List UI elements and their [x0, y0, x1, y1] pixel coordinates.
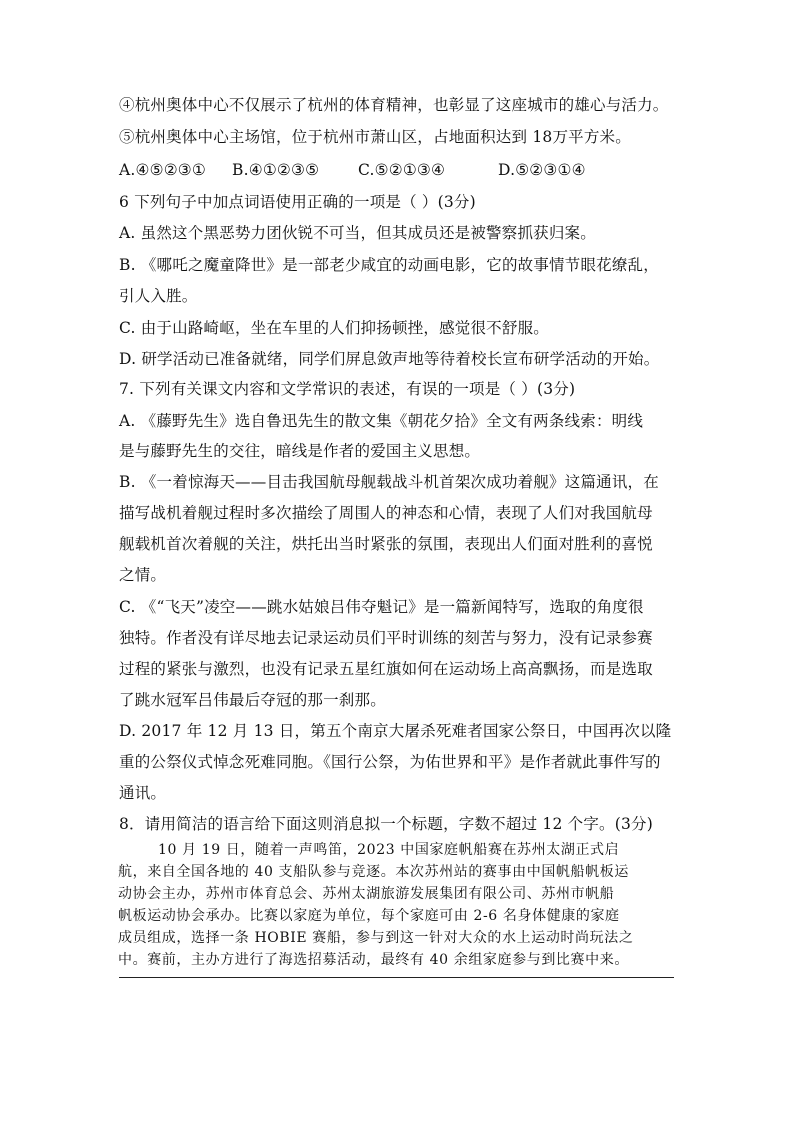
option-c: C.⑤②①③④ [358, 161, 446, 179]
answer-options [119, 160, 586, 180]
q8-stem: 8．请用简洁的语言给下面这则消息拟一个标题，字数不超过 12 个字。(3分) [119, 815, 653, 833]
statement-5: ⑤杭州奥体中心主场馆，位于杭州市萧山区，占地面积达到 18万平方米。 [119, 128, 631, 146]
q8-passage-line3: 动协会主办，苏州市体育总会、苏州太湖旅游发展集团有限公司、苏州市帆船 [118, 886, 615, 902]
q7-option-b-line1: B. 《一着惊海天——目击我国航母舰载战斗机首架次成功着舰》这篇通讯，在 [119, 473, 659, 491]
q8-passage-line2: 航，来自全国各地的 40 支船队参与竞逐。本次苏州站的赛事由中国帆船帆板运 [118, 864, 629, 880]
q6-option-b-line1: B. 《哪吒之魔童降世》是一部老少咸宜的动画电影，它的故事情节眼花缭乱， [119, 256, 659, 274]
answer-line[interactable] [119, 977, 674, 978]
q6-option-d: D. 研学活动已准备就绪，同学们屏息敛声地等待着校长宣布研学活动的开始。 [119, 350, 660, 368]
q7-option-b-line3: 舰载机首次着舰的关注，烘托出当时紧张的氛围，表现出人们面对胜利的喜悦 [119, 535, 653, 553]
option-b: B.④①②③⑤ [232, 161, 320, 179]
q7-option-d-line2: 重的公祭仪式悼念死难同胞。《国行公祭，为佑世界和平》是作者就此事件写的 [119, 753, 661, 771]
q7-option-c-line3: 过程的紧张与激烈，也没有记录五星红旗如何在运动场上高高飘扬，而是选取 [119, 660, 653, 678]
q6-option-c: C. 由于山路崎岖，坐在车里的人们抑扬顿挫，感觉很不舒服。 [119, 319, 549, 337]
q7-option-b-line4: 之情。 [119, 566, 167, 584]
statement-4: ④杭州奥体中心不仅展示了杭州的体育精神，也彰显了这座城市的雄心与活力。 [119, 96, 669, 114]
q7-stem: 7. 下列有关课文内容和文学常识的表述，有误的一项是（ ）(3分) [119, 380, 576, 398]
q8-passage-line6: 中。赛前，主办方进行了海选招募活动，最终有 40 余组家庭参与到比赛中来。 [118, 952, 629, 968]
q7-option-d-line1: D. 2017 年 12 月 13 日，第五个南京大屠杀死难者国家公祭日，中国再次以隆 [119, 722, 672, 740]
q7-option-a-line1: A. 《藤野先生》选自鲁迅先生的散文集《朝花夕拾》全文有两条线索：明线 [119, 412, 644, 430]
q6-option-b-line2: 引人入胜。 [119, 287, 198, 305]
q8-passage-line1: 10 月 19 日，随着一声鸣笛，2023 中国家庭帆船赛在苏州太湖正式启 [158, 842, 620, 858]
q7-option-c-line4: 了跳水冠军吕伟最后夺冠的那一刹那。 [119, 691, 386, 709]
q7-option-d-line3: 通讯。 [119, 784, 167, 802]
q7-option-b-line2: 描写战机着舰过程时多次描绘了周围人的神态和心情，表现了人们对我国航母 [119, 504, 653, 522]
option-d: D.⑤②③①④ [498, 161, 586, 179]
q8-passage-line4: 帆板运动协会承办。比赛以家庭为单位，每个家庭可由 2-6 名身体健康的家庭 [118, 908, 620, 924]
q6-stem: 6 下列句子中加点词语使用正确的一项是（ ）(3分) [119, 193, 476, 211]
q8-passage-line5: 成员组成，选择一条 HOBIE 赛船，参与到这一针对大众的水上运动时尚玩法之 [118, 930, 634, 946]
q7-option-a-line2: 是与藤野先生的交往，暗线是作者的爱国主义思想。 [119, 442, 481, 460]
q7-option-c-line1: C. 《“飞天”凌空——跳水姑娘吕伟夺魁记》是一篇新闻特写，选取的角度很 [119, 598, 644, 616]
q7-option-c-line2: 独特。作者没有详尽地去记录运动员们平时训练的刻苦与努力，没有记录参赛 [119, 629, 653, 647]
option-a: A.④⑤②③① [119, 161, 206, 179]
q6-option-a: A. 虽然这个黑恶势力团伙锐不可当，但其成员还是被警察抓获归案。 [119, 224, 596, 242]
